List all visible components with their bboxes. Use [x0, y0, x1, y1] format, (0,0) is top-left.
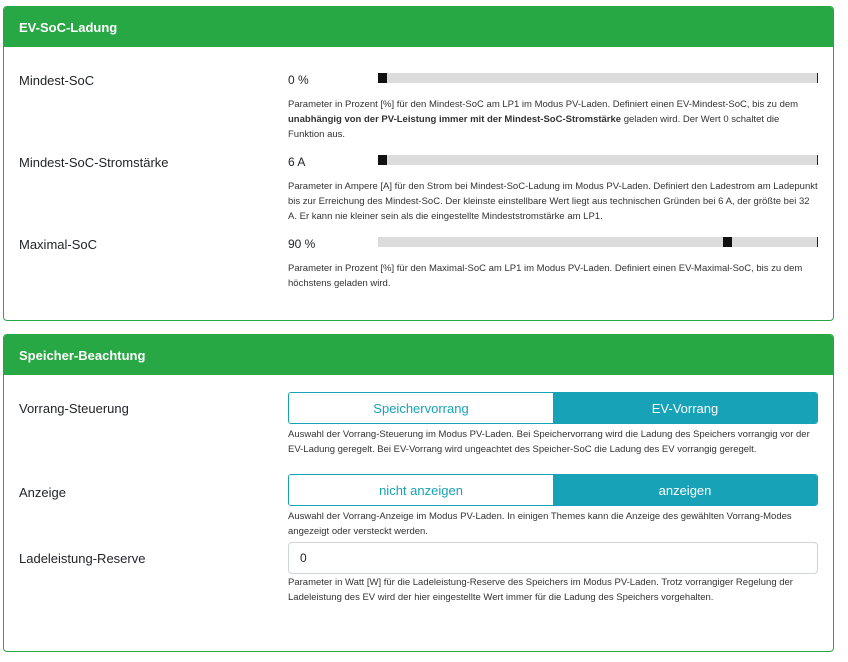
vorrang-toggle	[288, 392, 818, 424]
help-text: Auswahl der Vorrang-Steuerung im Modus PV-Laden. Bei Speichervorrang wird die Ladung des Speichers vorrangig vor der EV-Ladung geregelt. Bei EV-Vorrang wird ungeachtet des Speicher-SoC die Ladung des EV vorrangig geregelt.	[288, 429, 810, 455]
help-text-part: Parameter in Prozent [%] für den Mindest-SoC am LP1 im Modus PV-Laden. Definiert einen EV-Mindest-SoC, bis zu dem	[288, 99, 799, 110]
card-header	[4, 335, 833, 375]
anzeige-toggle	[288, 474, 818, 506]
speichervorrang-button[interactable]: Speichervorrang	[289, 393, 553, 423]
setting-value: 90 %	[288, 237, 316, 251]
help-text: Parameter in Prozent [%] für den Maximal-SoC am LP1 im Modus PV-Laden. Definiert einen EV-Maximal-SoC, bis zu dem höchstens geladen wird.	[288, 263, 803, 289]
setting-label: Vorrang-Steuerung	[19, 401, 129, 416]
slider-end	[817, 73, 818, 83]
setting-label: Mindest-SoC-Stromstärke	[19, 155, 169, 170]
card-title: EV-SoC-Ladung	[19, 19, 118, 35]
setting-label: Anzeige	[19, 485, 66, 500]
setting-label: Maximal-SoC	[19, 237, 98, 252]
slider-thumb[interactable]	[378, 73, 387, 83]
setting-label: Mindest-SoC	[19, 73, 95, 88]
setting-value: 6 A	[288, 155, 306, 169]
help-text: Auswahl der Vorrang-Anzeige im Modus PV-Laden. In einigen Themes kann die Anzeige des gewählten Vorrang-Modes angezeigt oder versteckt werden.	[288, 511, 792, 537]
speicher-card	[3, 334, 834, 652]
help-text-part: geladen wird. Der Wert 0 schaltet die Funktion aus.	[288, 114, 780, 140]
card-header	[4, 7, 833, 47]
setting-label: Ladeleistung-Reserve	[19, 551, 146, 566]
slider-thumb[interactable]	[723, 237, 732, 247]
reserve-input[interactable]: 0	[288, 542, 818, 574]
help-text-bold: unabhängig von der PV-Leistung immer mit der Mindest-SoC-Stromstärke	[288, 114, 622, 125]
maximal-soc-slider[interactable]	[378, 237, 818, 247]
ev-vorrang-button[interactable]: EV-Vorrang	[553, 393, 817, 423]
help-text: Parameter in Ampere [A] für den Strom bei Mindest-SoC-Ladung im Modus PV-Laden. Definiert den Ladestrom am Ladepunkt bis zur Erreichung des Mindest-SoC. Der kleinste einstellbare Wert liegt aus technischen Gründen bei 6 A, der größte bei 32 A. Er kann nie kleiner sein als die eingestellte Mindeststromstärke am LP1.	[288, 181, 818, 222]
mindest-soc-strom-slider[interactable]	[378, 155, 818, 165]
help-text	[288, 97, 818, 142]
help-text: Parameter in Watt [W] für die Ladeleistung-Reserve des Speichers im Modus PV-Laden. Trotz vorrangiger Regelung der Ladeleistung des EV wird der hier eingestellte Wert immer für die Ladung des Speichers vorgehalten.	[288, 577, 793, 603]
slider-end	[817, 155, 818, 165]
mindest-soc-slider[interactable]	[378, 73, 818, 83]
slider-thumb[interactable]	[378, 155, 387, 165]
ev-soc-card	[3, 6, 834, 321]
slider-end	[817, 237, 818, 247]
setting-value: 0 %	[288, 73, 309, 87]
card-title: Speicher-Beachtung	[19, 347, 146, 363]
anzeigen-button[interactable]: anzeigen	[553, 475, 817, 505]
nicht-anzeigen-button[interactable]: nicht anzeigen	[289, 475, 553, 505]
